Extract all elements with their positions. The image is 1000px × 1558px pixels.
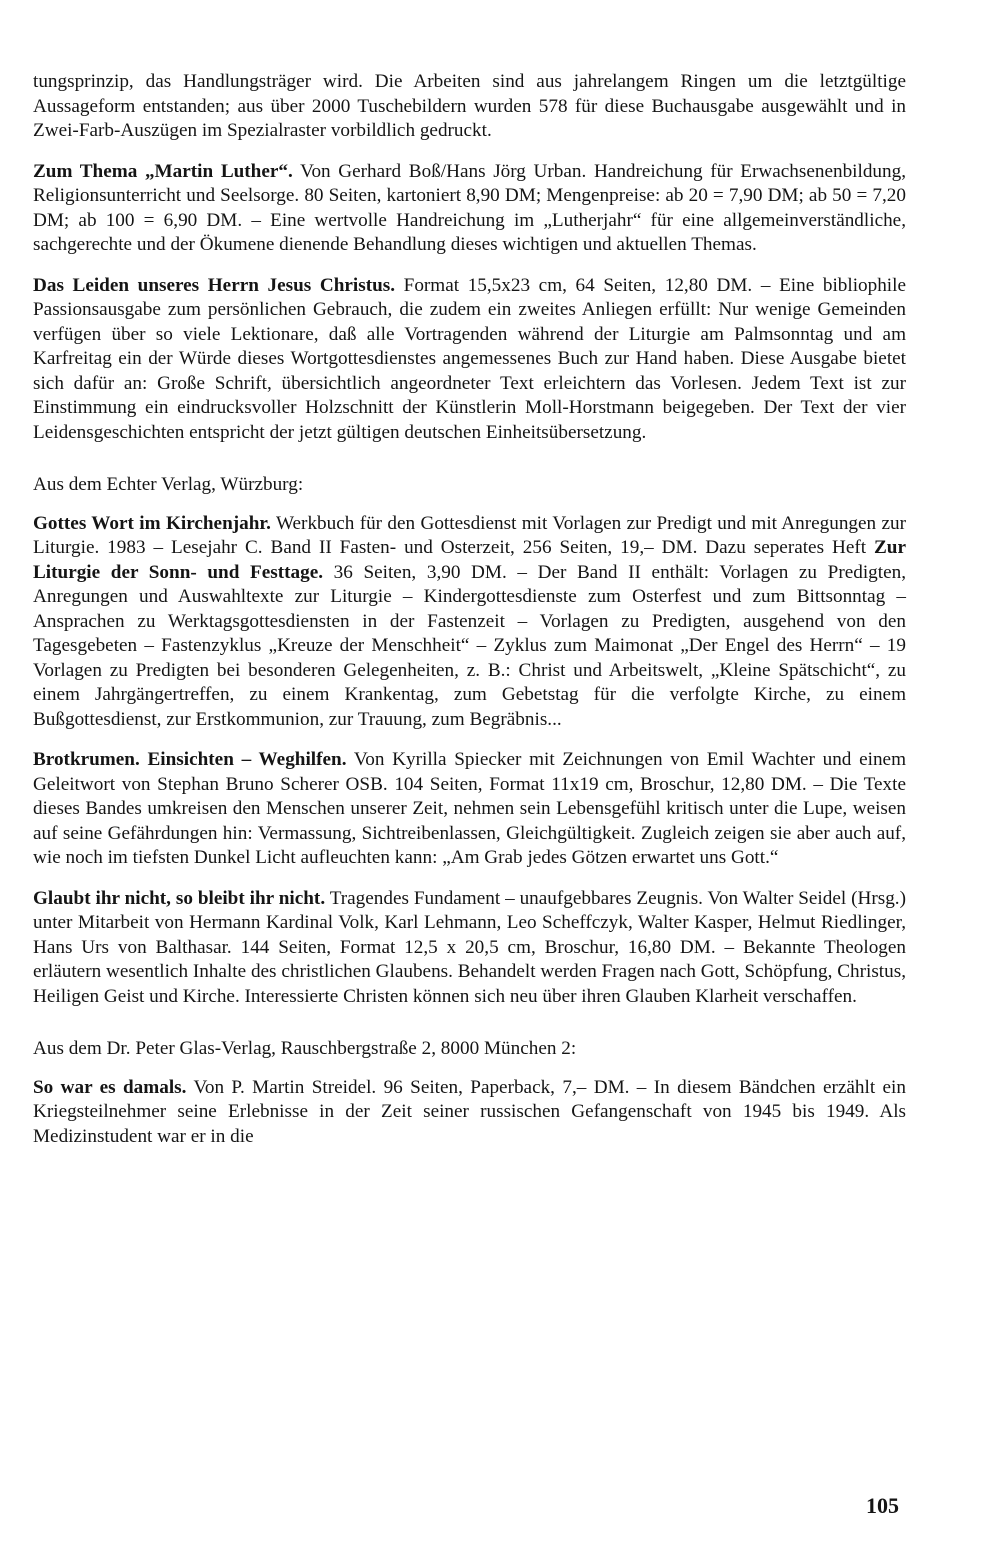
entry-title: So war es damals. [33,1076,187,1098]
entry-text: Von Kyrilla Spiecker mit Zeichnungen von Emil Wachter und einem Geleitwort von Stephan Bruno Scherer OSB. 104 Seiten, Format 11x19 cm, Broschur, 12,80 DM. – Die Texte dieses Bandes umkreisen den Menschen unserer Zeit, nehmen sein Lebensgefühl kritisch unter die Lupe, weisen auf seine Gefährdungen hin: Vermassung, Sichtreibenlassen, Gleichgültigkeit. Zugleich zeigen sie aber auch auf, wie noch im tiefsten Dunkel Licht aufleuchten kann: „Am Grab jedes Götzen erwartet uns Gott.“ [33,749,906,868]
publisher-heading-echter [33,473,906,498]
entry-leiden-jesus-christus [33,274,906,446]
entry-brotkrumen [33,748,906,871]
entry-glaubt-ihr-nicht [33,887,906,1010]
page-number: 105 [866,1493,899,1518]
entry-text: Von Gerhard Boß/Hans Jörg Urban. Handreichung für Erwachsenenbildung, Religionsunterricht und Seelsorge. 80 Seiten, kartoniert 8,90 DM; Mengenpreise: ab 20 = 7,90 DM; ab 50 = 7,20 DM; ab 100 = 6,90 DM. – Eine wertvolle Handreichung im „Lutherjahr“ für eine allgemeinverständliche, sachgerechte und der Ökumene dienende Behandlung dieses wichtigen und aktuellen Themas. [33,160,907,255]
page-body [33,70,906,1165]
entry-text: Von P. Martin Streidel. 96 Seiten, Paperback, 7,– DM. – In diesem Bändchen erzählt ein Kriegsteilnehmer seine Erlebnisse in der Zeit seiner russischen Gefangenschaft von 1945 bis 1949. Als Medizinstudent war er in die [33,1076,906,1147]
entry-text: Werkbuch für den Gottesdienst mit Vorlagen zur Predigt und mit Anregungen zur Liturgie. 1983 – Lesejahr C. Band II Fasten- und Osterzeit, 256 Seiten, 19,– DM. Dazu seperates Heft [33,512,906,558]
publisher-heading-glas [33,1037,906,1062]
entry-so-war-es-damals [33,1076,906,1150]
entry-title: Glaubt ihr nicht, so bleibt ihr nicht. [33,887,326,909]
entry-text: Format 15,5x23 cm, 64 Seiten, 12,80 DM. – Eine bibliophile Passionsausgabe zum persönlichen Gebrauch, die zudem ein zweites Anliegen erfüllt: Nur wenige Gemeinden verfügen über so viele Lektionare, daß alle Vortragenden während der Liturgie am Palmsonntag und am Karfreitag ein der Würde dieses Wortgottesdienstes angemessenes Buch zur Hand haben. Diese Ausgabe bietet sich dafür an: Große Schrift, übersichtlich angeordneter Text erleichtern das Vorlesen. Jedem Text ist zur Einstimmung ein eindrucksvoller Holzschnitt der Künstlerin Moll-Horstmann beigegeben. Der Text der vier Leidensgeschichten entspricht der jetzt gültigen deutschen Einheitsübersetzung. [33,274,906,443]
publisher-text: Aus dem Dr. Peter Glas-Verlag, Rauschbergstraße 2, 8000 München 2: [33,1038,577,1059]
entry-text: Tragendes Fundament – unaufgebbares Zeugnis. Von Walter Seidel (Hrsg.) unter Mitarbeit von Hermann Kardinal Volk, Karl Lehmann, Leo Scheffczyk, Walter Kasper, Helmut Riedlinger, Hans Urs von Balthasar. 144 Seiten, Format 12,5 x 20,5 cm, Broschur, 16,80 DM. – Bekannte Theologen erläutern wesentlich Inhalte des christlichen Glaubens. Behandelt werden Fragen nach Gott, Schöpfung, Christus, Heiligen Geist und Kirche. Interessierte Christen können sich neu über ihren Glauben Klarheit verschaffen. [33,887,906,1007]
entry-martin-luther [33,160,906,258]
entry-title: Das Leiden unseres Herrn Jesus Christus. [33,274,396,296]
entry-subtitle: Zur Liturgie der Sonn- und Festtage. [33,537,906,583]
publisher-text: Aus dem Echter Verlag, Würzburg: [33,474,304,495]
entry-title: Brotkrumen. Einsichten – Weghilfen. [33,749,347,770]
entry-title: Gottes Wort im Kirchenjahr. [33,512,271,534]
paragraph-continued [33,70,906,144]
entry-gottes-wort [33,512,906,733]
entry-title: Zum Thema „Martin Luther“. [33,160,293,182]
paragraph-text: tungsprinzip, das Handlungsträger wird. Die Arbeiten sind aus jahrelangem Ringen um die letztgültige Aussageform entstanden; aus über 2000 Tuschebildern wurden 578 für diese Buchausgabe ausgewählt und in Zwei-Farb-Auszügen im Spezialraster vorbildlich gedruckt. [33,71,906,141]
entry-text-continued: 36 Seiten, 3,90 DM. – Der Band II enthält: Vorlagen zu Predigten, Anregungen und Auswahltexte zur Liturgie – Kindergottesdienste zum Osterfest und zum Bittsonntag – Ansprachen zu Werktagsgottesdiensten in der Fastenzeit – Vorlagen zu Predigten, ausgehend von den Tagesgebeten – Fastenzyklus „Kreuze der Menschheit“ – Zyklus zum Maimonat „Der Engel des Herrn“ – 19 Vorlagen zu Predigten bei besonderen Gelegenheiten, z. B.: Christ und Arbeitswelt, „Kleine Spätschicht“, zu einem Jahrgängertreffen, zu einem Krankentag, zum Gebetstag für die verfolgte Kirche, zu einem Bußgottesdienst, zur Erstkommunion, zur Trauung, zum Begräbnis... [33,561,906,730]
